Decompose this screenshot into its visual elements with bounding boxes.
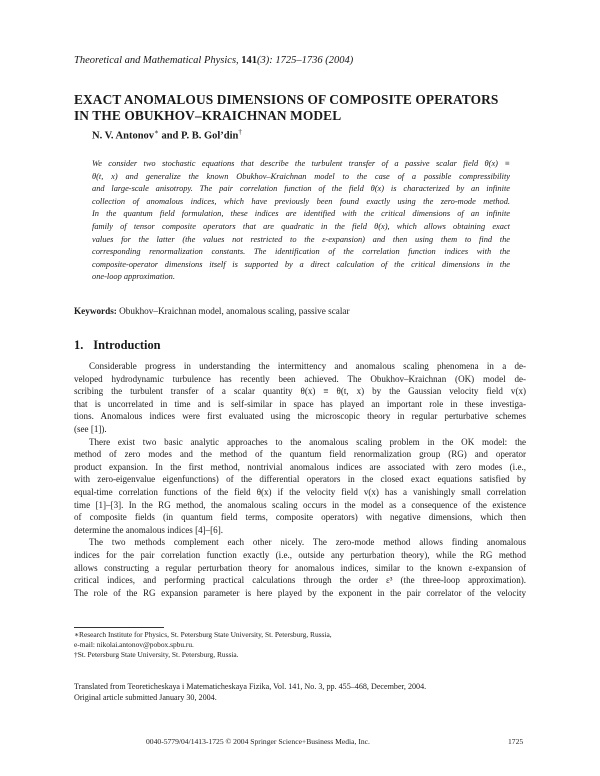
abstract-line: values for the latter (the values not restricted to the ε-expansion) and then using them to find the: [92, 234, 510, 244]
body-line: that is uncorrelated in time and is self-similar in space has played an important role in these investiga-: [74, 398, 526, 409]
body-line: indices for the pair correlation function exactly (i.e., outside any perturbation theory), while the RG method: [74, 549, 526, 560]
journal-volume: 141: [241, 55, 258, 66]
body-line: allows constructing a regular perturbation theory for anomalous indices, similar to the known ε-expansion of: [74, 562, 526, 573]
author-2-footnote-mark: †: [238, 128, 242, 136]
abstract-line: θ(t, x) and generalize the known Obukhov–Kraichnan model to the case of a possible compressibility: [92, 171, 510, 181]
journal-citation: [74, 55, 534, 66]
abstract-line: collection of anomalous indices, which have previously been found exactly using the zero-mode method.: [92, 196, 510, 206]
author-1: N. V. Antonov: [92, 130, 155, 142]
abstract-line: We consider two stochastic equations that describe the turbulent transfer of a passive scalar field θ(x) ≡: [92, 159, 510, 168]
abstract-line: family of tensor composite operators that are quadratic in the field θ(x), which allows obtaining exact: [92, 221, 510, 231]
footnotes: [74, 630, 526, 661]
section-title: Introduction: [93, 338, 161, 352]
keywords-label: Keywords:: [74, 306, 117, 316]
abstract-line: In the quantum field formulation, these indices are identified with the critical dimensions of an infinite: [92, 209, 510, 219]
author-conjunction: and: [158, 130, 182, 142]
paper-title: [74, 92, 534, 124]
abstract-line: one-loop approximation.: [92, 272, 175, 282]
translation-note: [74, 681, 526, 703]
abstract-line: corresponding renormalization constants. The identification of the correlation function indices with the: [92, 247, 510, 257]
paper-title-line-1: EXACT ANOMALOUS DIMENSIONS OF COMPOSITE OPERATORS: [74, 92, 499, 107]
body-line: tions. Anomalous indices were first evaluated using the microscopic theory in regular perturbative schemes: [74, 411, 526, 422]
author-1-footnote-mark: ∗: [154, 128, 159, 136]
keywords: [74, 306, 534, 316]
section-heading-introduction: [74, 338, 161, 353]
body-line: equal-time correlation functions of the field θ(x) if the velocity field v(x) has a vanishingly small correlation: [74, 486, 526, 497]
body-line: (see [1]).: [74, 423, 107, 434]
abstract-line: and large-scale anisotropy. The pair correlation function of the field θ(x) is characterized by an infinite: [92, 184, 510, 194]
footnote-rule: [74, 627, 164, 628]
author-list: [92, 128, 492, 142]
body-line: veloped hydrodynamic turbulence has recently been achieved. The Obukhov–Kraichnan (OK) model de-: [74, 373, 526, 384]
body-line: Considerable progress in understanding the intermittency and anomalous scaling phenomena in a de-: [89, 361, 526, 371]
section-number: 1.: [74, 338, 84, 352]
keywords-text: Obukhov–Kraichnan model, anomalous scaling, passive scalar: [116, 306, 350, 316]
journal-issue-pages: (3): 1725–1736 (2004): [257, 55, 354, 66]
body-line: product expansion. In the first method, nontrivial anomalous indices are associated with zero modes (i.e.,: [74, 461, 526, 472]
body-line: critical indices, and performing practical calculations through the order ε³ (the three-loop approximation).: [74, 575, 526, 586]
footnote-2: †St. Petersburg State University, St. Petersburg, Russia.: [74, 650, 239, 660]
body-line: There exist two basic analytic approaches to the anomalous scaling problem in the OK model: the: [89, 436, 526, 447]
page-footer: [0, 737, 600, 749]
body-line: of composite fields (in quantum field terms, composite operators) with negative dimensions, which then: [74, 512, 526, 523]
body-line: The role of the RG expansion parameter is here played by the exponent in the pair correlator of the velocity: [74, 587, 526, 598]
author-2: P. B. Gol’din: [181, 130, 239, 142]
abstract: [92, 158, 510, 284]
translation-note-line-1: Translated from Teoreticheskaya i Matematicheskaya Fizika, Vol. 141, No. 3, pp. 455–468, December, 2004.: [74, 682, 427, 691]
abstract-line: composite-operator dimensions itself is supported by a direct calculation of the critical dimensions in the: [92, 259, 510, 269]
body-line: scribing the turbulent transfer of a scalar quantity θ(x) ≡ θ(t, x) by the Gaussian velocity field v(x): [74, 386, 526, 397]
footnote-1-line-2: e-mail: nikolai.antonov@pobox.spbu.ru.: [74, 640, 194, 650]
translation-note-line-2: Original article submitted January 30, 2004.: [74, 693, 217, 702]
body-line: The two methods complement each other nicely. The zero-mode method allows finding anomalous: [89, 537, 526, 548]
introduction-body: [74, 360, 526, 599]
footnote-1-line-1: ∗Research Institute for Physics, St. Petersburg State University, St. Petersburg, Russia,: [74, 630, 332, 639]
body-line: determine the anomalous indices [4]–[6].: [74, 524, 223, 535]
paper-title-line-2: IN THE OBUKHOV–KRAICHNAN MODEL: [74, 108, 342, 123]
body-line: time [1]–[3]. In the RG method, the anomalous scaling occurs in the model as a consequence of the existence: [74, 499, 526, 510]
body-line: method of zero modes and the method of the quantum field renormalization group (RG) and operator: [74, 449, 526, 460]
journal-name: Theoretical and Mathematical Physics,: [74, 55, 239, 66]
body-line: with zero-eigenvalue eigenfunctions) of the differential operators in the closed exact equations satisfied by: [74, 474, 526, 485]
page-number: 1725: [508, 737, 524, 746]
copyright-notice: 0040-5779/04/1413-1725 © 2004 Springer Science+Business Media, Inc.: [146, 737, 370, 746]
